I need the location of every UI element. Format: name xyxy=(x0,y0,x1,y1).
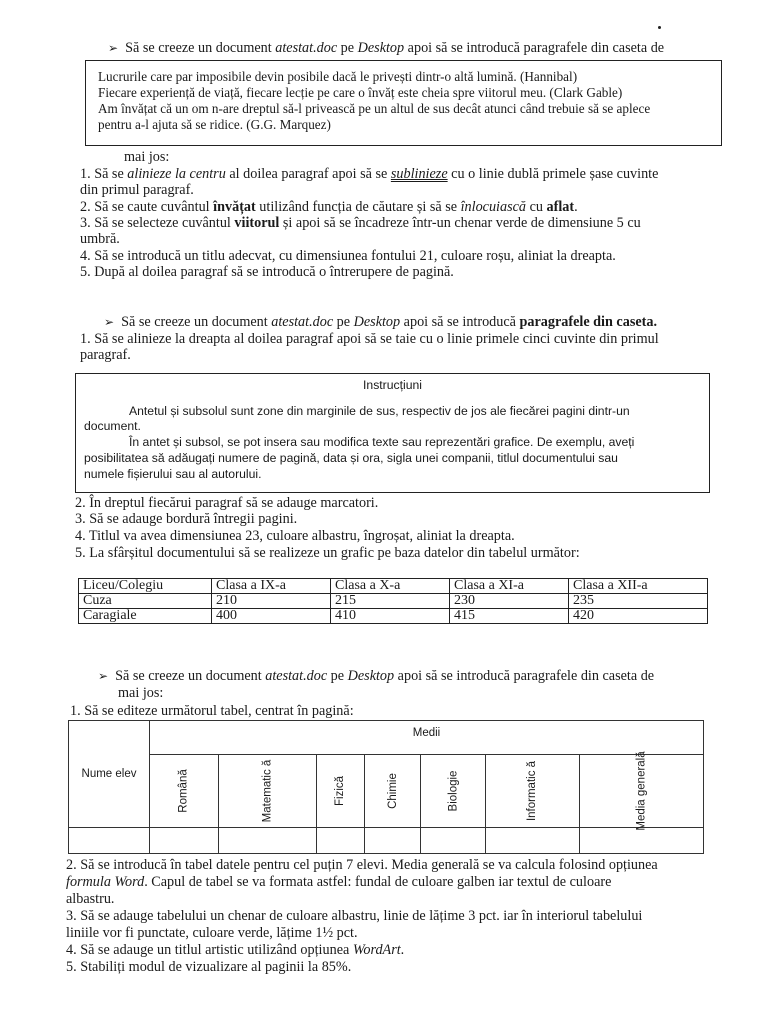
table-header-cell: Clasa a XII-a xyxy=(569,579,708,594)
instructions-box xyxy=(75,373,710,493)
subject-header: Fizică xyxy=(316,755,364,828)
table-cell xyxy=(316,827,364,853)
name-column-header: Nume elev xyxy=(69,721,150,828)
instructions-p2-cont2: numele fișierului sau al autorului. xyxy=(84,467,262,481)
instructions-p2-cont: posibilitatea să adăugați numere de pagină, data și ora, sigla unei companii, titlul documentului sau xyxy=(84,451,618,465)
table-cell: 420 xyxy=(569,609,708,624)
subject-header: Informatic ă xyxy=(485,755,579,828)
section1-task3-cont: umbră. xyxy=(80,231,120,247)
table-row xyxy=(79,594,708,609)
table-cell xyxy=(69,827,150,853)
table-cell xyxy=(421,827,486,853)
table-header-cell: Clasa a IX-a xyxy=(212,579,331,594)
section2-task1: 1. Să se alinieze la dreapta al doilea paragraf apoi să se taie cu o linie primele cinci cuvinte din primul xyxy=(80,331,659,347)
grades-header-row xyxy=(69,721,704,755)
section1-task1-cont: din primul paragraf. xyxy=(80,182,194,198)
section3-task2-cont2: albastru. xyxy=(66,891,115,907)
grades-table xyxy=(68,720,704,854)
table-header-cell: Clasa a XI-a xyxy=(450,579,569,594)
arrow-bullet-icon: ➢ xyxy=(108,41,119,55)
section3-task1: 1. Să se editeze următorul tabel, centrat în pagină: xyxy=(70,703,354,719)
section3-intro-cont: mai jos: xyxy=(118,685,164,701)
table-cell: 235 xyxy=(569,594,708,609)
school-data-table xyxy=(78,578,708,624)
table-cell xyxy=(150,827,219,853)
table-cell: Caragiale xyxy=(79,609,212,624)
section3-task3-cont: liniile vor fi punctate, culoare verde, lățime 1½ pct. xyxy=(66,925,358,941)
table-row xyxy=(79,609,708,624)
quote-box xyxy=(85,60,722,146)
table-cell: Cuza xyxy=(79,594,212,609)
table-header-cell: Clasa a X-a xyxy=(331,579,450,594)
section3-intro: ➢ Să se creeze un document atestat.doc pe Desktop apoi să se introducă paragrafele din caseta de xyxy=(98,668,655,684)
section2-task5: 5. La sfârșitul documentului să se realizeze un grafic pe baza datelor din tabelul următor: xyxy=(75,545,580,561)
section3-task2: 2. Să se introducă în tabel datele pentru cel puțin 7 elevi. Media generală se va calcula folosind opțiunea xyxy=(66,857,658,873)
instructions-title: Instrucțiuni xyxy=(363,378,422,392)
section3-task3: 3. Să se adauge tabelului un chenar de culoare albastru, linie de lățime 3 pct. iar în interiorul tabelului xyxy=(66,908,643,924)
medii-group-header: Medii xyxy=(150,721,704,755)
table-cell: 215 xyxy=(331,594,450,609)
table-cell: 410 xyxy=(331,609,450,624)
instructions-p2: În antet și subsol, se pot insera sau modifica texte sau reprezentări grafice. De exemplu, aveți xyxy=(129,435,635,449)
table-cell: 400 xyxy=(212,609,331,624)
quote-line: Am învățat că un om n-are dreptul să-l privească pe un altul de sus decât atunci când trebuie să se aplece xyxy=(98,101,651,116)
section2-task1-cont: paragraf. xyxy=(80,347,131,363)
table-cell: 230 xyxy=(450,594,569,609)
speck-dot xyxy=(658,26,661,29)
section2-task4: 4. Titlul va avea dimensiunea 23, culoare albastru, îngroșat, aliniat la dreapta. xyxy=(75,528,515,544)
arrow-bullet-icon: ➢ xyxy=(104,315,115,329)
subject-header: Chimie xyxy=(364,755,421,828)
section2-task2: 2. În dreptul fiecărui paragraf să se adauge marcatori. xyxy=(75,495,379,511)
subjects-row xyxy=(69,755,704,828)
subject-header: Română xyxy=(150,755,219,828)
table-cell xyxy=(364,827,421,853)
quote-line: pentru a-l ajuta să se ridice. (G.G. Marquez) xyxy=(98,117,331,132)
section3-task4: 4. Să se adauge un titlul artistic utilizând opțiunea WordArt. xyxy=(66,942,405,958)
table-row xyxy=(69,827,704,853)
section1-task2: 2. Să se caute cuvântul învățat utilizând funcția de căutare și să se înlocuiască cu aflat. xyxy=(80,199,578,215)
subject-header: Media generală xyxy=(580,755,704,828)
section2-intro: ➢ Să se creeze un document atestat.doc pe Desktop apoi să se introducă paragrafele din caseta. xyxy=(104,314,658,330)
instructions-p1: Antetul și subsolul sunt zone din marginile de sus, respectiv de jos ale fiecărei pagini dintr-un xyxy=(129,404,630,418)
arrow-bullet-icon: ➢ xyxy=(98,669,109,683)
section1-task5: 5. După al doilea paragraf să se introducă o întrerupere de pagină. xyxy=(80,264,454,280)
table-cell xyxy=(218,827,316,853)
quote-line: Lucrurile care par imposibile devin posibile dacă le privești dintr-o altă lumină. (Hannibal) xyxy=(98,69,578,84)
section2-task3: 3. Să se adauge bordură întregii pagini. xyxy=(75,511,298,527)
section3-task5: 5. Stabiliți modul de vizualizare al paginii la 85%. xyxy=(66,959,352,975)
subject-header: Biologie xyxy=(421,755,486,828)
section1-task1: 1. Să se alinieze la centru al doilea paragraf apoi să se sublinieze cu o linie dublă primele șase cuvinte xyxy=(80,166,659,182)
table-header-row xyxy=(79,579,708,594)
section1-after-box: mai jos: xyxy=(124,149,170,165)
table-cell xyxy=(485,827,579,853)
table-cell xyxy=(580,827,704,853)
section3-task2-cont: formula Word. Capul de tabel se va formata astfel: fundal de culoare galben iar textul de culoare xyxy=(66,874,612,890)
instructions-p1-cont: document. xyxy=(84,419,141,433)
subject-header: Matematic ă xyxy=(218,755,316,828)
table-cell: 415 xyxy=(450,609,569,624)
section1-intro: ➢ Să se creeze un document atestat.doc pe Desktop apoi să se introducă paragrafele din caseta de xyxy=(108,40,665,56)
table-header-cell: Liceu/Colegiu xyxy=(79,579,212,594)
table-cell: 210 xyxy=(212,594,331,609)
section1-task3: 3. Să se selecteze cuvântul viitorul și apoi să se încadreze într-un chenar verde de dimensiune 5 cu xyxy=(80,215,641,231)
section1-task4: 4. Să se introducă un titlu adecvat, cu dimensiunea fontului 21, culoare roșu, aliniat la dreapta. xyxy=(80,248,616,264)
quote-line: Fiecare experiență de viață, fiecare lecție pe care o învăț este cheia spre viitorul meu. (Clark Gable) xyxy=(98,85,623,100)
